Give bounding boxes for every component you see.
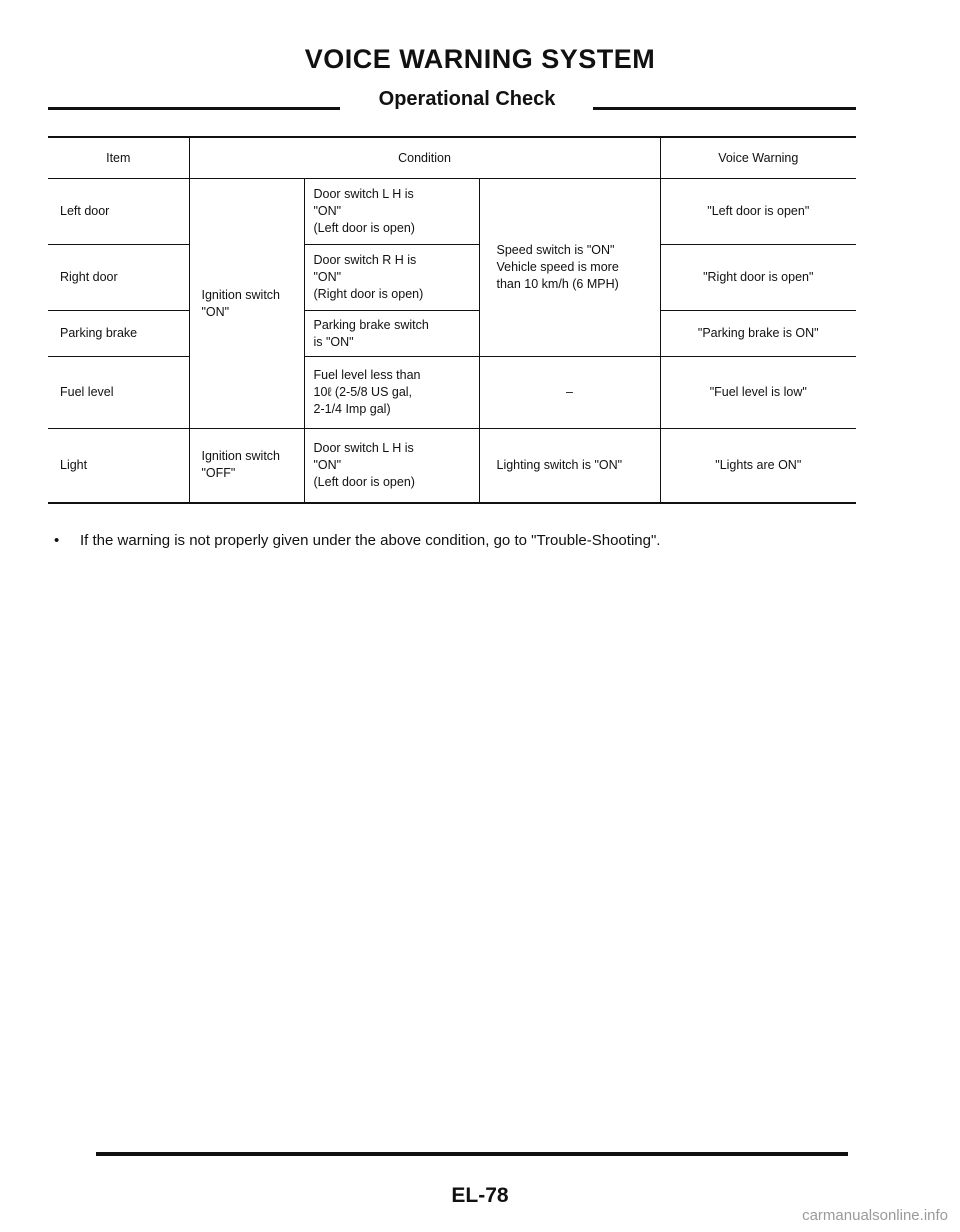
header-voice-warning: Voice Warning: [660, 137, 856, 179]
speed-condition-line: than 10 km/h (6 MPH): [496, 277, 619, 291]
header-item: Item: [48, 137, 189, 179]
item-cell: Light: [48, 429, 189, 503]
condition-line: 2-1/4 Imp gal): [313, 402, 391, 416]
condition-line: "ON": [313, 270, 342, 284]
table-row: [48, 311, 856, 357]
page-title: VOICE WARNING SYSTEM: [304, 44, 656, 74]
bullet-icon: •: [54, 532, 60, 549]
warning-cell: "Lights are ON": [660, 429, 856, 503]
header-condition: Condition: [189, 137, 660, 179]
condition-line: "ON": [313, 204, 342, 218]
condition-line: is "ON": [313, 334, 354, 349]
condition2-cell: –: [479, 357, 660, 429]
condition-line: Door switch R H is: [313, 253, 417, 267]
warning-cell: "Left door is open": [660, 179, 856, 245]
condition2-cell: Lighting switch is "ON": [479, 429, 660, 503]
condition-line: Parking brake switch: [313, 317, 429, 332]
speed-condition-line: Speed switch is "ON": [496, 243, 615, 257]
ignition-on-line: "ON": [201, 304, 230, 319]
condition-line: 10ℓ (2-5/8 US gal,: [313, 385, 413, 399]
table-row: [48, 179, 856, 245]
heading-rule-right: [593, 107, 856, 110]
section-heading: [48, 88, 856, 114]
condition-cell: [304, 429, 479, 503]
speed-condition-cell: [479, 179, 660, 357]
note-text: If the warning is not properly given under the above condition, go to "Trouble-Shooting".: [80, 532, 661, 549]
condition-cell: [304, 245, 479, 311]
table-header-row: [48, 137, 856, 179]
item-cell: Left door: [48, 179, 189, 245]
warning-cell: "Right door is open": [660, 245, 856, 311]
condition-line: (Left door is open): [313, 221, 415, 235]
ignition-off-line: Ignition switch: [201, 449, 281, 464]
speed-condition-line: Vehicle speed is more: [496, 260, 619, 274]
footer-rule: [96, 1152, 848, 1156]
ignition-off-line: "OFF": [201, 466, 236, 481]
condition-cell: [304, 357, 479, 429]
condition-line: Fuel level less than: [313, 368, 421, 382]
ignition-on-cell: [189, 179, 304, 429]
table-row: [48, 357, 856, 429]
condition-line: "ON": [313, 457, 342, 472]
note: [54, 532, 854, 549]
item-cell: Fuel level: [48, 357, 189, 429]
condition-line: Door switch L H is: [313, 187, 414, 201]
page-number: EL-78: [451, 1184, 509, 1207]
warning-cell: "Fuel level is low": [660, 357, 856, 429]
condition-cell: [304, 311, 479, 357]
condition-cell: [304, 179, 479, 245]
item-cell: Parking brake: [48, 311, 189, 357]
condition-line: (Right door is open): [313, 287, 424, 301]
ignition-on-line: Ignition switch: [201, 287, 281, 302]
condition-line: Door switch L H is: [313, 440, 414, 455]
item-cell: Right door: [48, 245, 189, 311]
watermark: carmanualsonline.info: [802, 1207, 948, 1224]
table-row: [48, 429, 856, 503]
heading-rule-left: [48, 107, 340, 110]
condition-line: (Left door is open): [313, 474, 415, 489]
section-title: Operational Check: [378, 88, 556, 110]
table-row: [48, 245, 856, 311]
operational-check-table: [48, 136, 856, 504]
warning-cell: "Parking brake is ON": [660, 311, 856, 357]
ignition-off-cell: [189, 429, 304, 503]
